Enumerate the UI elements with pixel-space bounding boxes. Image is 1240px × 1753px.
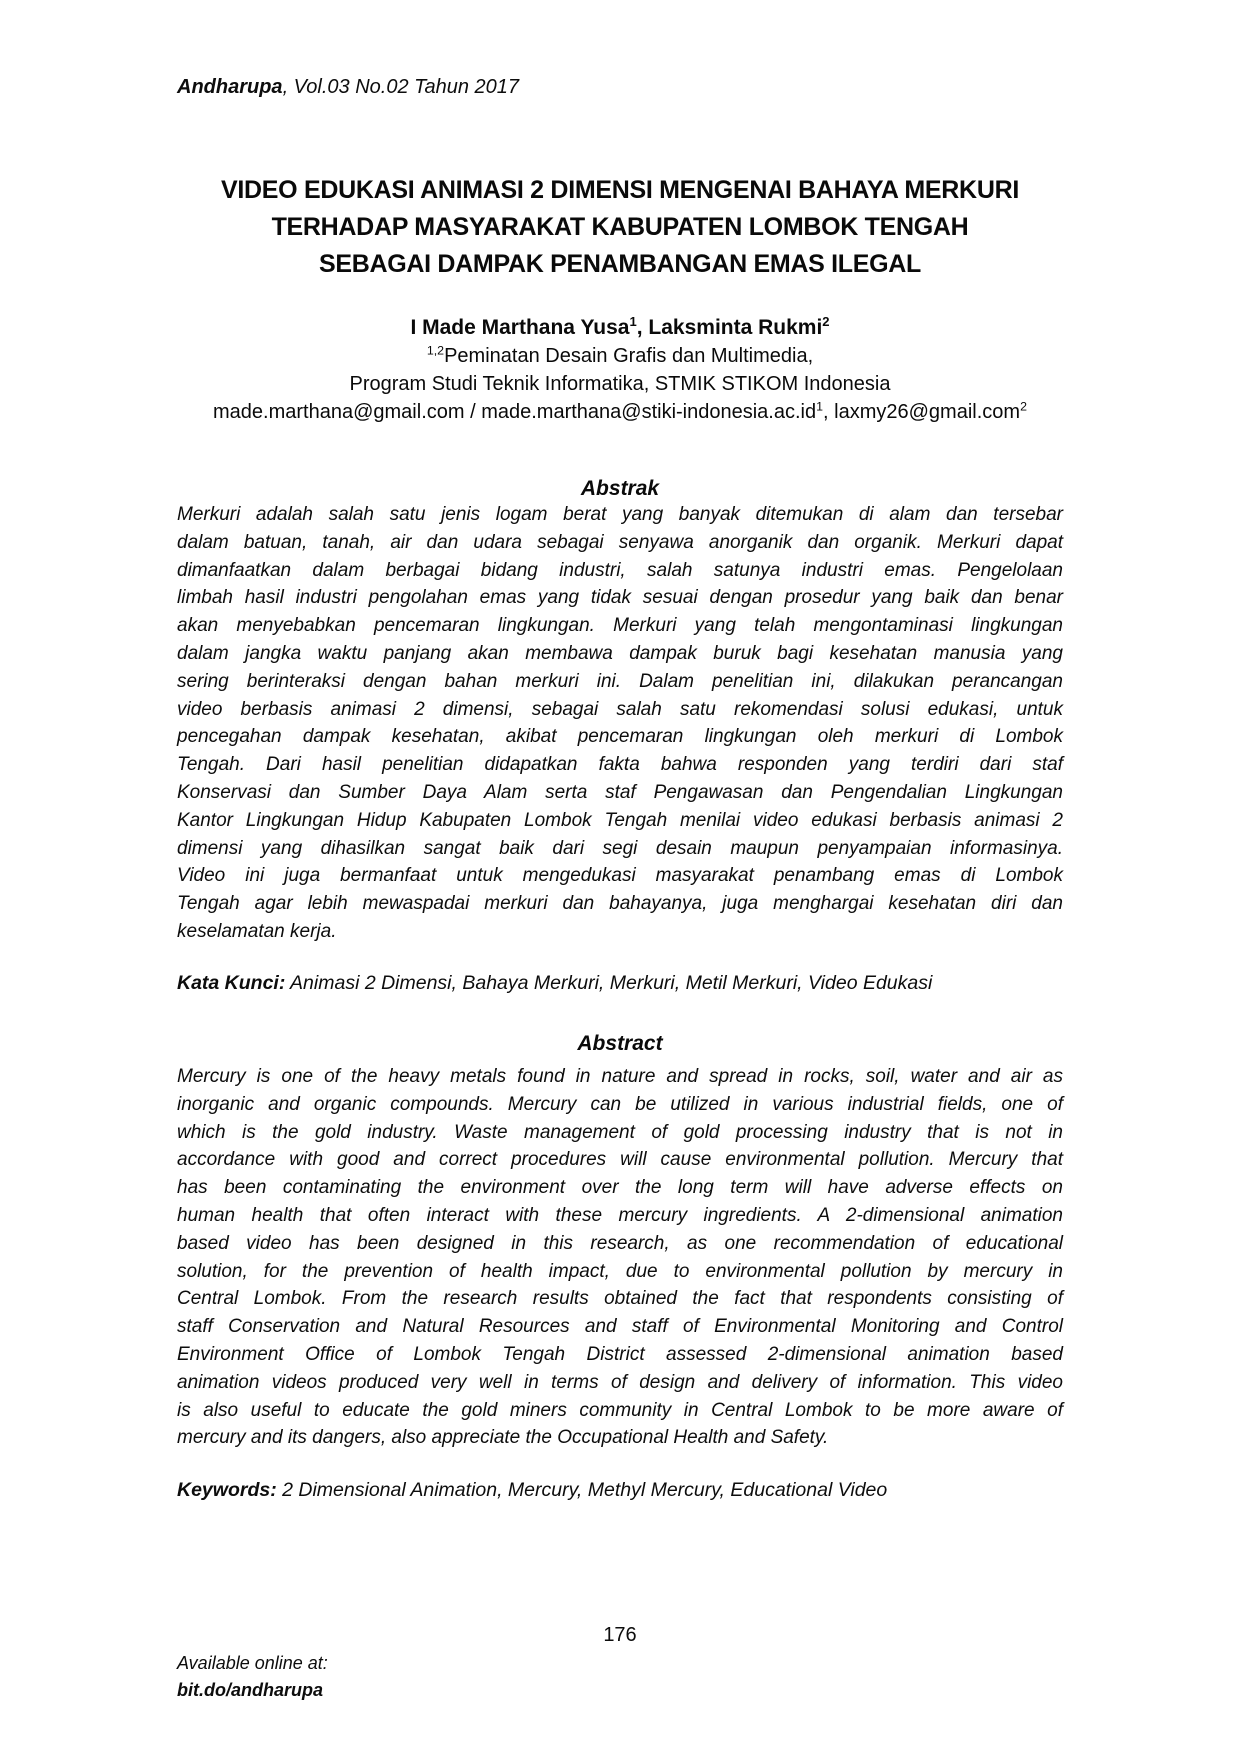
abstract-line: which is the gold industry. Waste management of gold processing industry that is not in — [177, 1121, 1063, 1143]
kata-kunci-label: Kata Kunci: — [177, 972, 286, 994]
abstract-line: solution, for the prevention of health impact, due to environmental pollution by mercury in — [177, 1260, 1063, 1282]
page-number: 176 — [603, 1624, 637, 1646]
running-header — [177, 76, 1063, 99]
abstract-line: dimensi yang dihasilkan sangat baik dari segi desain maupun penyampaian informasinya. — [177, 837, 1063, 859]
text-run: , Laksminta Rukmi — [636, 316, 823, 339]
abstract-line: sering berinteraksi dengan bahan merkuri ini. Dalam penelitian ini, dilakukan perancangan — [177, 670, 1063, 692]
abstrak-body — [177, 501, 1063, 946]
abstract-line: human health that often interact with these mercury ingredients. A 2-dimensional animation — [177, 1204, 1063, 1226]
abstract-line: mercury and its dangers, also appreciate the Occupational Health and Safety. — [177, 1427, 829, 1449]
superscript: 1,2 — [426, 343, 445, 358]
abstract-line: limbah hasil industri pengolahan emas yang tidak sesuai dengan prosedur yang baik dan benar — [177, 587, 1063, 609]
affiliation-line-1 — [177, 342, 1063, 370]
author-names — [177, 314, 1063, 342]
journal-issue: , Vol.03 No.02 Tahun 2017 — [282, 76, 520, 98]
abstract-line: has been contaminating the environment over the long term will have adverse effects on — [177, 1177, 1063, 1199]
article-title-line-3: SEBAGAI DAMPAK PENAMBANGAN EMAS ILEGAL — [318, 250, 922, 278]
footer-available-text: Available online at: — [177, 1653, 328, 1673]
journal-name: Andharupa — [177, 76, 283, 98]
text-run: I Made Marthana Yusa — [410, 316, 630, 339]
abstract-line: Tengah agar lebih mewaspadai merkuri dan bahayanya, juga menghargai kesehatan diri dan — [177, 893, 1063, 915]
abstract-line: video berbasis animasi 2 dimensi, sebagai salah satu rekomendasi solusi edukasi, untuk — [177, 698, 1063, 720]
abstract-line: Merkuri adalah salah satu jenis logam berat yang banyak ditemukan di alam dan tersebar — [177, 504, 1063, 525]
abstract-line: based video has been designed in this research, as one recommendation of educational — [177, 1232, 1063, 1254]
author-block — [177, 314, 1063, 426]
abstract-line: is also useful to educate the gold miners community in Central Lombok to be more aware of — [177, 1399, 1063, 1421]
abstract-line: staff Conservation and Natural Resources and staff of Environmental Monitoring and Control — [177, 1316, 1063, 1338]
article-title-line-1: VIDEO EDUKASI ANIMASI 2 DIMENSI MENGENAI BAHAYA MERKURI — [221, 176, 1019, 204]
affiliation-line-2: Program Studi Teknik Informatika, STMIK STIKOM Indonesia — [349, 373, 891, 395]
abstract-line: Kantor Lingkungan Hidup Kabupaten Lombok Tengah menilai video edukasi berbasis animasi 2 — [177, 809, 1063, 831]
article-title-line-2: TERHADAP MASYARAKAT KABUPATEN LOMBOK TENGAH — [271, 213, 969, 241]
kata-kunci-line — [177, 972, 1063, 995]
superscript: 2 — [1020, 399, 1027, 414]
keywords-label: Keywords: — [177, 1479, 277, 1501]
abstract-line: accordance with good and correct procedures will cause environmental pollution. Mercury that — [177, 1149, 1063, 1171]
article-title — [177, 172, 1063, 283]
keywords-text: 2 Dimensional Animation, Mercury, Methyl Mercury, Educational Video — [276, 1479, 888, 1501]
text-run: , laxmy26@gmail.com — [823, 401, 1021, 423]
abstract-line: animation videos produced very well in terms of design and delivery of information. This video — [177, 1371, 1063, 1393]
abstract-line: dimanfaatkan dalam berbagai bidang industri, salah satunya industri emas. Pengelolaan — [177, 559, 1063, 581]
kata-kunci-text: Animasi 2 Dimensi, Bahaya Merkuri, Merkuri, Metil Merkuri, Video Edukasi — [285, 972, 933, 994]
abstract-line: pencegahan dampak kesehatan, akibat pencemaran lingkungan oleh merkuri di Lombok — [177, 726, 1063, 748]
abstract-line: keselamatan kerja. — [177, 920, 337, 942]
abstract-body — [177, 1063, 1063, 1452]
author-emails — [177, 398, 1063, 426]
footer-note — [177, 1650, 1063, 1704]
footer-url: bit.do/andharupa — [177, 1680, 323, 1700]
abstract-line: akan menyebabkan pencemaran lingkungan. Merkuri yang telah mengontaminasi lingkungan — [177, 615, 1063, 637]
abstrak-heading: Abstrak — [580, 477, 660, 500]
abstract-line: dalam batuan, tanah, air dan udara sebagai senyawa anorganik dan organik. Merkuri dapat — [177, 531, 1063, 553]
abstract-heading: Abstract — [577, 1032, 663, 1055]
superscript: 1 — [816, 399, 824, 414]
abstract-line: Mercury is one of the heavy metals found in nature and spread in rocks, soil, water and air as — [177, 1066, 1063, 1087]
abstract-line: Environment Office of Lombok Tengah District assessed 2-dimensional animation based — [177, 1343, 1063, 1365]
text-run: made.marthana@gmail.com / made.marthana@stiki-indonesia.ac.id — [213, 401, 817, 423]
keywords-line — [177, 1479, 1063, 1502]
abstract-line: Video ini juga bermanfaat untuk mengedukasi masyarakat penambang emas di Lombok — [177, 865, 1063, 887]
superscript: 2 — [822, 314, 830, 329]
text-run: Peminatan Desain Grafis dan Multimedia, — [444, 345, 814, 367]
abstract-line: Konservasi dan Sumber Daya Alam serta staf Pengawasan dan Pengendalian Lingkungan — [177, 781, 1063, 803]
abstract-line: Central Lombok. From the research results obtained the fact that respondents consisting of — [177, 1288, 1063, 1310]
abstract-line: inorganic and organic compounds. Mercury can be utilized in various industrial fields, one of — [177, 1093, 1063, 1115]
superscript: 1 — [629, 314, 637, 329]
abstract-line: Tengah. Dari hasil penelitian didapatkan fakta bahwa responden yang terdiri dari staf — [177, 754, 1063, 776]
abstract-line: dalam jangka waktu panjang akan membawa dampak buruk bagi kesehatan manusia yang — [177, 642, 1063, 664]
